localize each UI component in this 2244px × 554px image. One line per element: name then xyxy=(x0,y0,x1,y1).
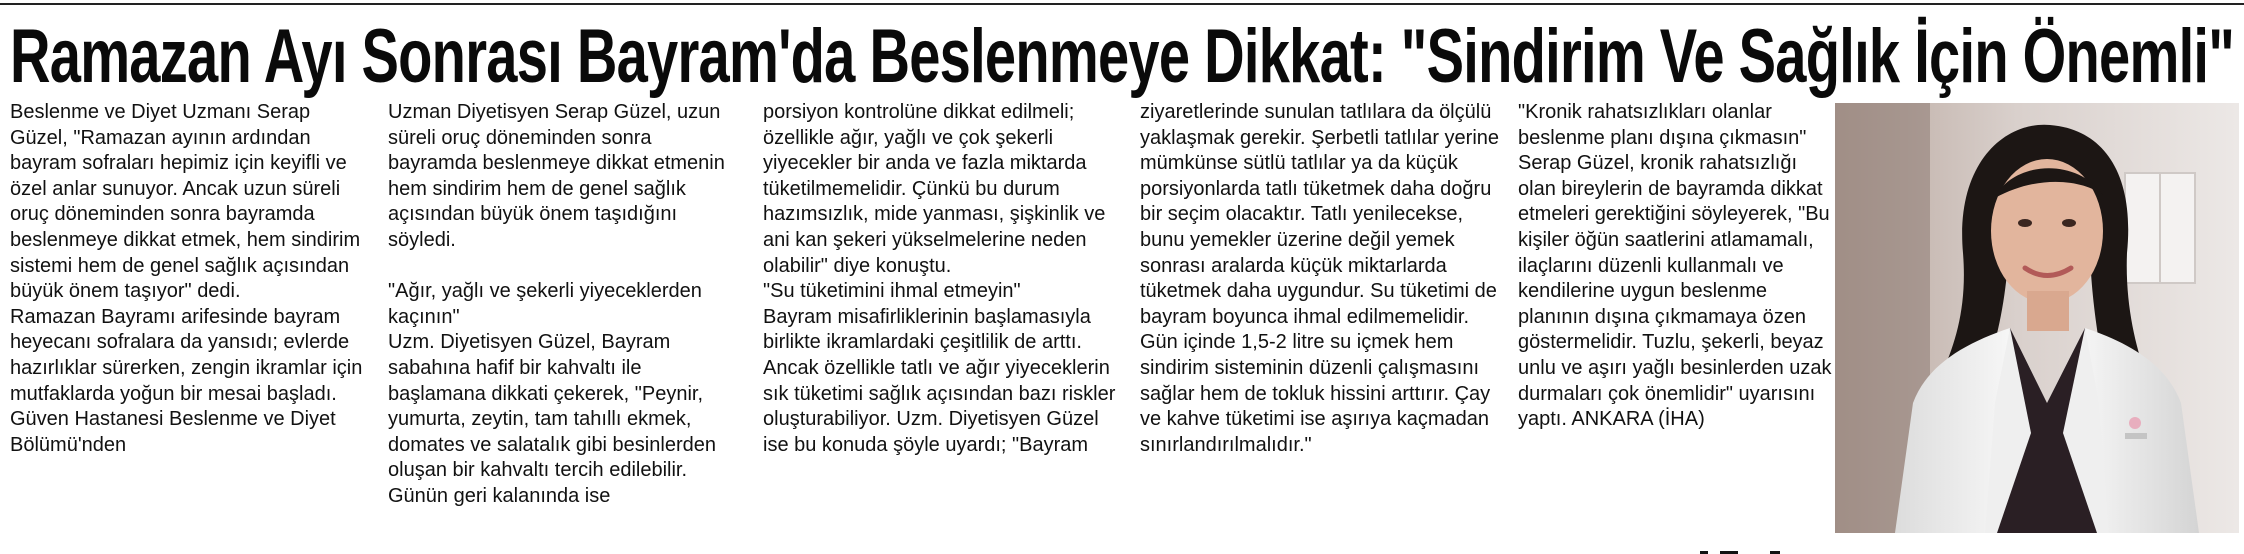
paragraph: porsiyon kontrolüne dikkat edilmeli; özellikle ağır, yağlı ve çok şekerli yiyecekler bir anda ve fazla miktarda tüketilmemelidir. Çünkü bu durum hazımsızlık, mide yanması, şişkinlik ve ani kan şekeri yükselmelerine neden olabilir" diye konuştu. xyxy=(763,101,1106,277)
subheading: "Kronik rahatsızlıkları olanlar beslenme planı dışına çıkmasın" xyxy=(1518,101,1807,149)
paragraph: ziyaretlerinde sunulan tatlılara da ölçülü yaklaşmak gerekir. Şerbetli tatlılar yerine mümkünse sütlü tatlılar ya da küçük porsiyonlarda tatlı tüketmek daha doğru bir seçim olacaktır. Tatlı yenilecekse, bunu yemekler üzerine değil yemek sonrası aralarda küçük miktarlarda tüketmek daha uygundur. Su tüketimi de bayram boyunca ihmal edilmemelidir. Gün içinde 1,5-2 litre su içmek hem sindirim sisteminin düzenli çalışmasını sağlar hem de tokluk hissini arttırır. Çay ve kahve tüketimi ise aşırıya kaçmadan sınırlandırılmalıdır." xyxy=(1140,101,1500,456)
subheading: "Su tüketimini ihmal etmeyin" xyxy=(763,280,1021,303)
paragraph: Uzman Diyetisyen Serap Güzel, uzun süreli oruç döneminden sonra bayramda beslenmeye dikkat etmenin hem sindirim hem de genel sağlık açısından büyük önem taşıdığını söyledi. xyxy=(388,101,725,251)
subheading: "Ağır, yağlı ve şekerli yiyeceklerden kaçının" xyxy=(388,280,702,328)
article-column-1 xyxy=(10,100,365,540)
footer-decoration xyxy=(1700,546,1810,554)
paragraph: Uzm. Diyetisyen Güzel, Bayram sabahına hafif bir kahvaltı ile başlamana dikkati çekerek, "Peynir, yumurta, zeytin, tam tahıllı ekmek, domates ve salatalık gibi besinlerden oluşan bir kahvaltı tercih edilebilir. Günün geri kalanında ise xyxy=(388,331,716,507)
paragraph: Bayram misafirliklerinin başlamasıyla birlikte ikramlardaki çeşitlilik de arttı. Ancak özellikle tatlı ve ağır yiyeceklerin sık tüketimi sağlık açısından bazı riskler oluşturabiliyor. Uzm. Diyetisyen Güzel ise bu konuda şöyle uyardı; "Bayram xyxy=(763,305,1116,456)
paragraph: Beslenme ve Diyet Uzmanı Serap Güzel, "Ramazan ayının ardından bayram sofraları hepimiz için keyifli ve özel anlar sunuyor. Ancak uzun süreli oruç döneminden sonra bayramda beslenmeye dikkat etmek, hem sindirim sistemi hem de genel sağlık açısından büyük önem taşıyor" dedi. xyxy=(10,101,361,303)
article-column-2 xyxy=(388,100,743,540)
paragraph: Ramazan Bayramı arifesinde bayram heyecanı sofralara da yansıdı; evlerde hazırlıklar sürerken, zengin ikramlar için mutfaklarda yoğun bir mesai başladı. Güven Hastanesi Beslenme ve Diyet Bölümü'nden xyxy=(10,305,363,456)
portrait-photo xyxy=(1835,103,2239,533)
paragraph: Serap Güzel, kronik rahatsızlığı olan bireylerin de bayramda dikkat etmeleri gerektiğini söyleyerek, "Bu kişiler öğün saatlerini atlamamalı, ilaçlarını düzenli kullanmalı ve kendilerine uygun beslenme planının dışına çıkmamaya özen göstermelidir. Tuzlu, şekerli, beyaz unlu ve aşırı yağlı besinlerden uzak durmaları çok önemlidir" uyarısını yaptı. ANKARA (İHA) xyxy=(1518,152,1832,431)
top-rule xyxy=(0,3,2244,5)
article-column-4 xyxy=(1140,100,1500,540)
article-column-3 xyxy=(763,100,1123,540)
headline-container xyxy=(10,14,2234,100)
headline: Ramazan Ayı Sonrası Bayram'da Beslenmeye Dikkat: "Sindirim Ve Sağlık İçin Önemli" xyxy=(10,14,2234,99)
article-column-5 xyxy=(1518,100,1838,540)
